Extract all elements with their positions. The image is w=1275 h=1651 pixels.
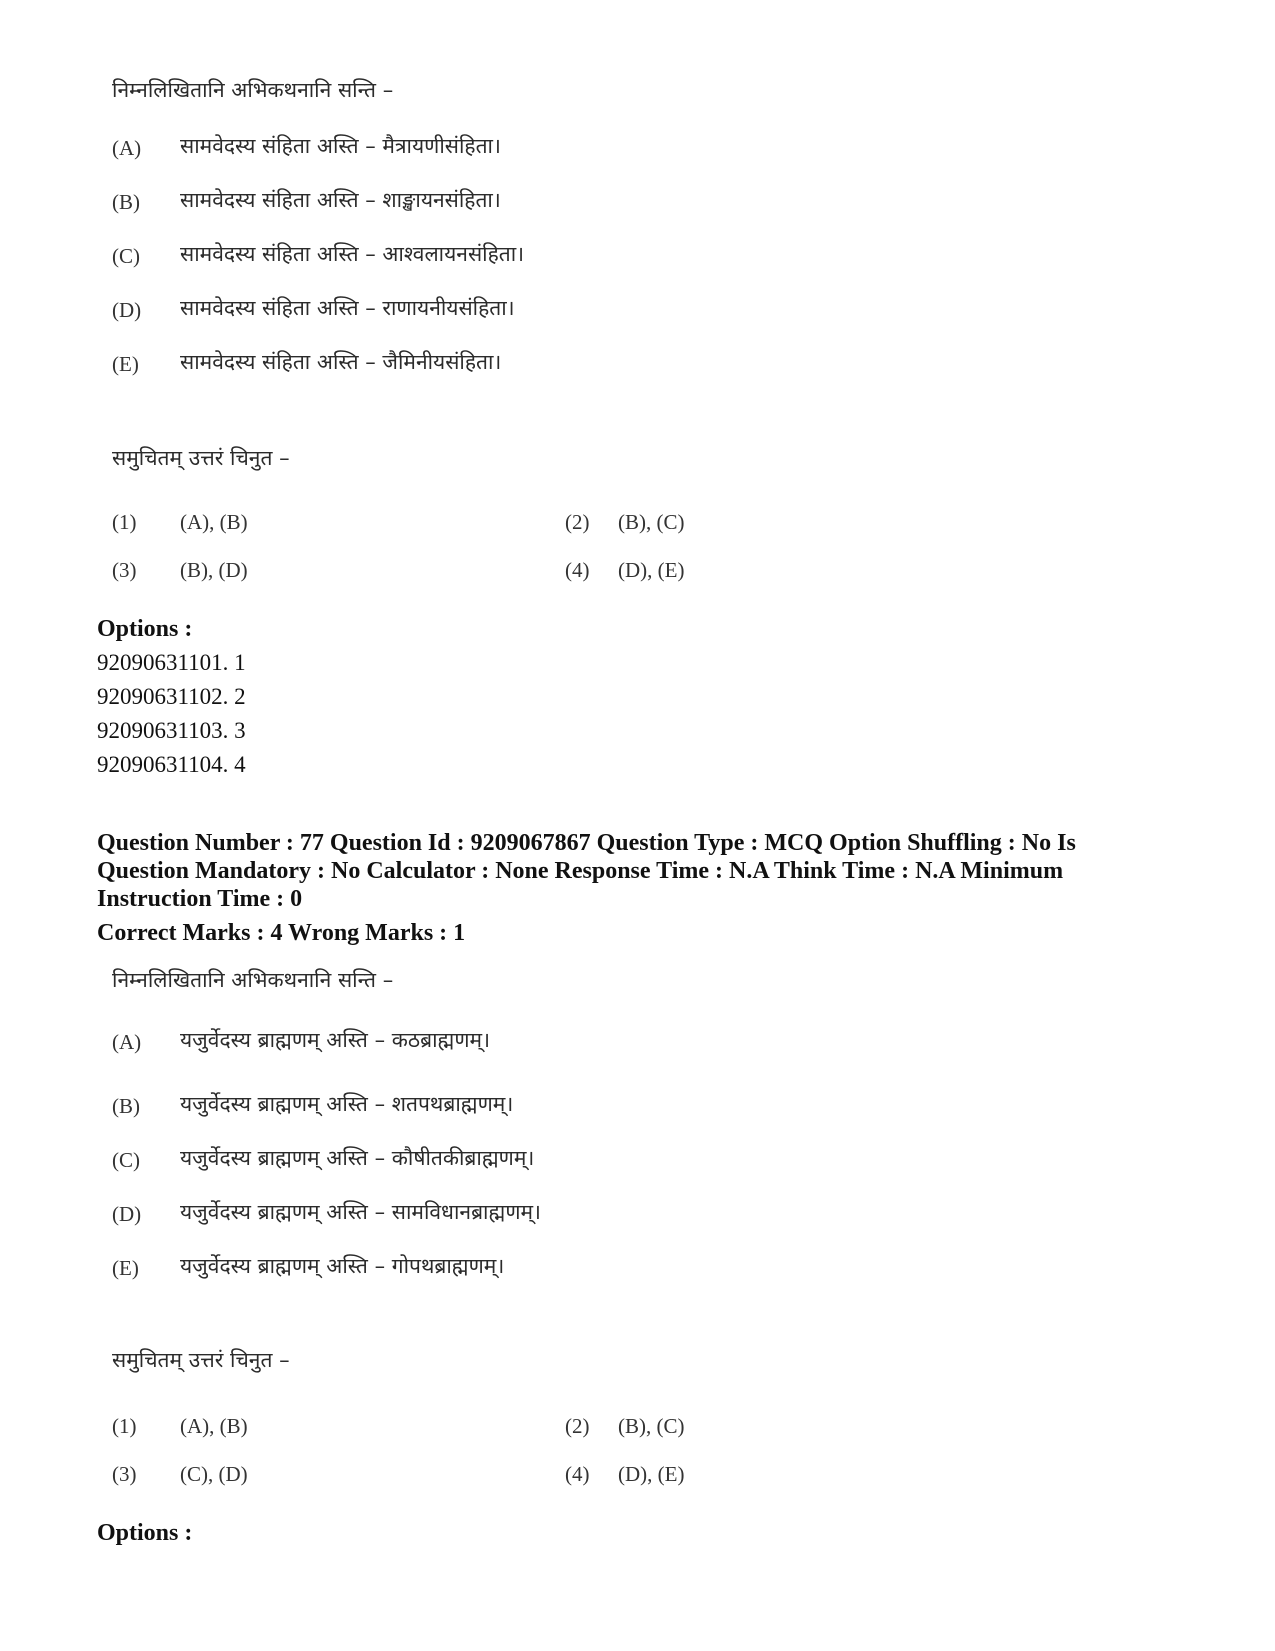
- statement-text: यजुर्वेदस्य ब्राह्मणम् अस्ति – गोपथब्राह्मणम्।: [180, 1254, 505, 1278]
- choice-number: (1): [112, 510, 137, 534]
- choice-text: (B), (C): [618, 510, 685, 534]
- choice-text: (B), (D): [180, 558, 248, 582]
- statement-label: (E): [112, 1256, 139, 1280]
- choice-text: (A), (B): [180, 1414, 248, 1438]
- question-meta-line: Instruction Time : 0: [97, 886, 303, 912]
- q77-intro: निम्नलिखितानि अभिकथनानि सन्ति –: [112, 968, 394, 992]
- choice-text: (A), (B): [180, 510, 248, 534]
- q76-option-2: 92090631102. 2: [97, 684, 246, 709]
- q76-option-1: 92090631101. 1: [97, 650, 246, 675]
- statement-text: यजुर्वेदस्य ब्राह्मणम् अस्ति – कौषीतकीब्राह्मणम्।: [180, 1146, 535, 1170]
- statement-label: (A): [112, 1030, 142, 1054]
- choice-number: (3): [112, 1462, 137, 1486]
- statement-label: (C): [112, 1148, 140, 1172]
- q77-options-heading: Options :: [97, 1520, 193, 1546]
- q76-options-heading: Options :: [97, 616, 193, 642]
- choice-text: (D), (E): [618, 1462, 685, 1486]
- choice-text: (C), (D): [180, 1462, 248, 1486]
- choice-number: (2): [565, 1414, 590, 1438]
- statement-text: सामवेदस्य संहिता अस्ति – राणायनीयसंहिता।: [180, 296, 515, 320]
- statement-label: (B): [112, 1094, 140, 1118]
- choice-number: (2): [565, 510, 590, 534]
- choice-number: (3): [112, 558, 137, 582]
- statement-text: सामवेदस्य संहिता अस्ति – शाङ्खायनसंहिता।: [180, 188, 501, 212]
- choice-number: (4): [565, 1462, 590, 1486]
- q77-prompt: समुचितम् उत्तरं चिनुत –: [112, 1348, 290, 1372]
- q77-marks: Correct Marks : 4 Wrong Marks : 1: [97, 920, 466, 946]
- question-meta-line: Question Mandatory : No Calculator : None Response Time : N.A Think Time : N.A Minimum: [97, 858, 1064, 884]
- statement-label: (E): [112, 352, 139, 376]
- q76-prompt: समुचितम् उत्तरं चिनुत –: [112, 446, 290, 470]
- statement-text: यजुर्वेदस्य ब्राह्मणम् अस्ति – कठब्राह्मणम्।: [180, 1028, 491, 1052]
- statement-text: यजुर्वेदस्य ब्राह्मणम् अस्ति – शतपथब्राह्मणम्।: [180, 1092, 514, 1116]
- statement-label: (B): [112, 190, 140, 214]
- q76-option-3: 92090631103. 3: [97, 718, 246, 743]
- question-meta-line: Question Number : 77 Question Id : 9209067867 Question Type : MCQ Option Shuffling : No Is: [97, 830, 1076, 856]
- statement-label: (C): [112, 244, 140, 268]
- q76-intro: निम्नलिखितानि अभिकथनानि सन्ति –: [112, 78, 394, 102]
- statement-label: (D): [112, 1202, 142, 1226]
- choice-text: (D), (E): [618, 558, 685, 582]
- choice-number: (1): [112, 1414, 137, 1438]
- q76-option-4: 92090631104. 4: [97, 752, 246, 777]
- statement-label: (A): [112, 136, 142, 160]
- statement-text: सामवेदस्य संहिता अस्ति – जैमिनीयसंहिता।: [180, 350, 502, 374]
- statement-text: सामवेदस्य संहिता अस्ति – आश्वलायनसंहिता।: [180, 242, 525, 266]
- choice-number: (4): [565, 558, 590, 582]
- statement-label: (D): [112, 298, 142, 322]
- statement-text: सामवेदस्य संहिता अस्ति – मैत्रायणीसंहिता।: [180, 134, 501, 158]
- choice-text: (B), (C): [618, 1414, 685, 1438]
- statement-text: यजुर्वेदस्य ब्राह्मणम् अस्ति – सामविधानब्राह्मणम्।: [180, 1200, 542, 1224]
